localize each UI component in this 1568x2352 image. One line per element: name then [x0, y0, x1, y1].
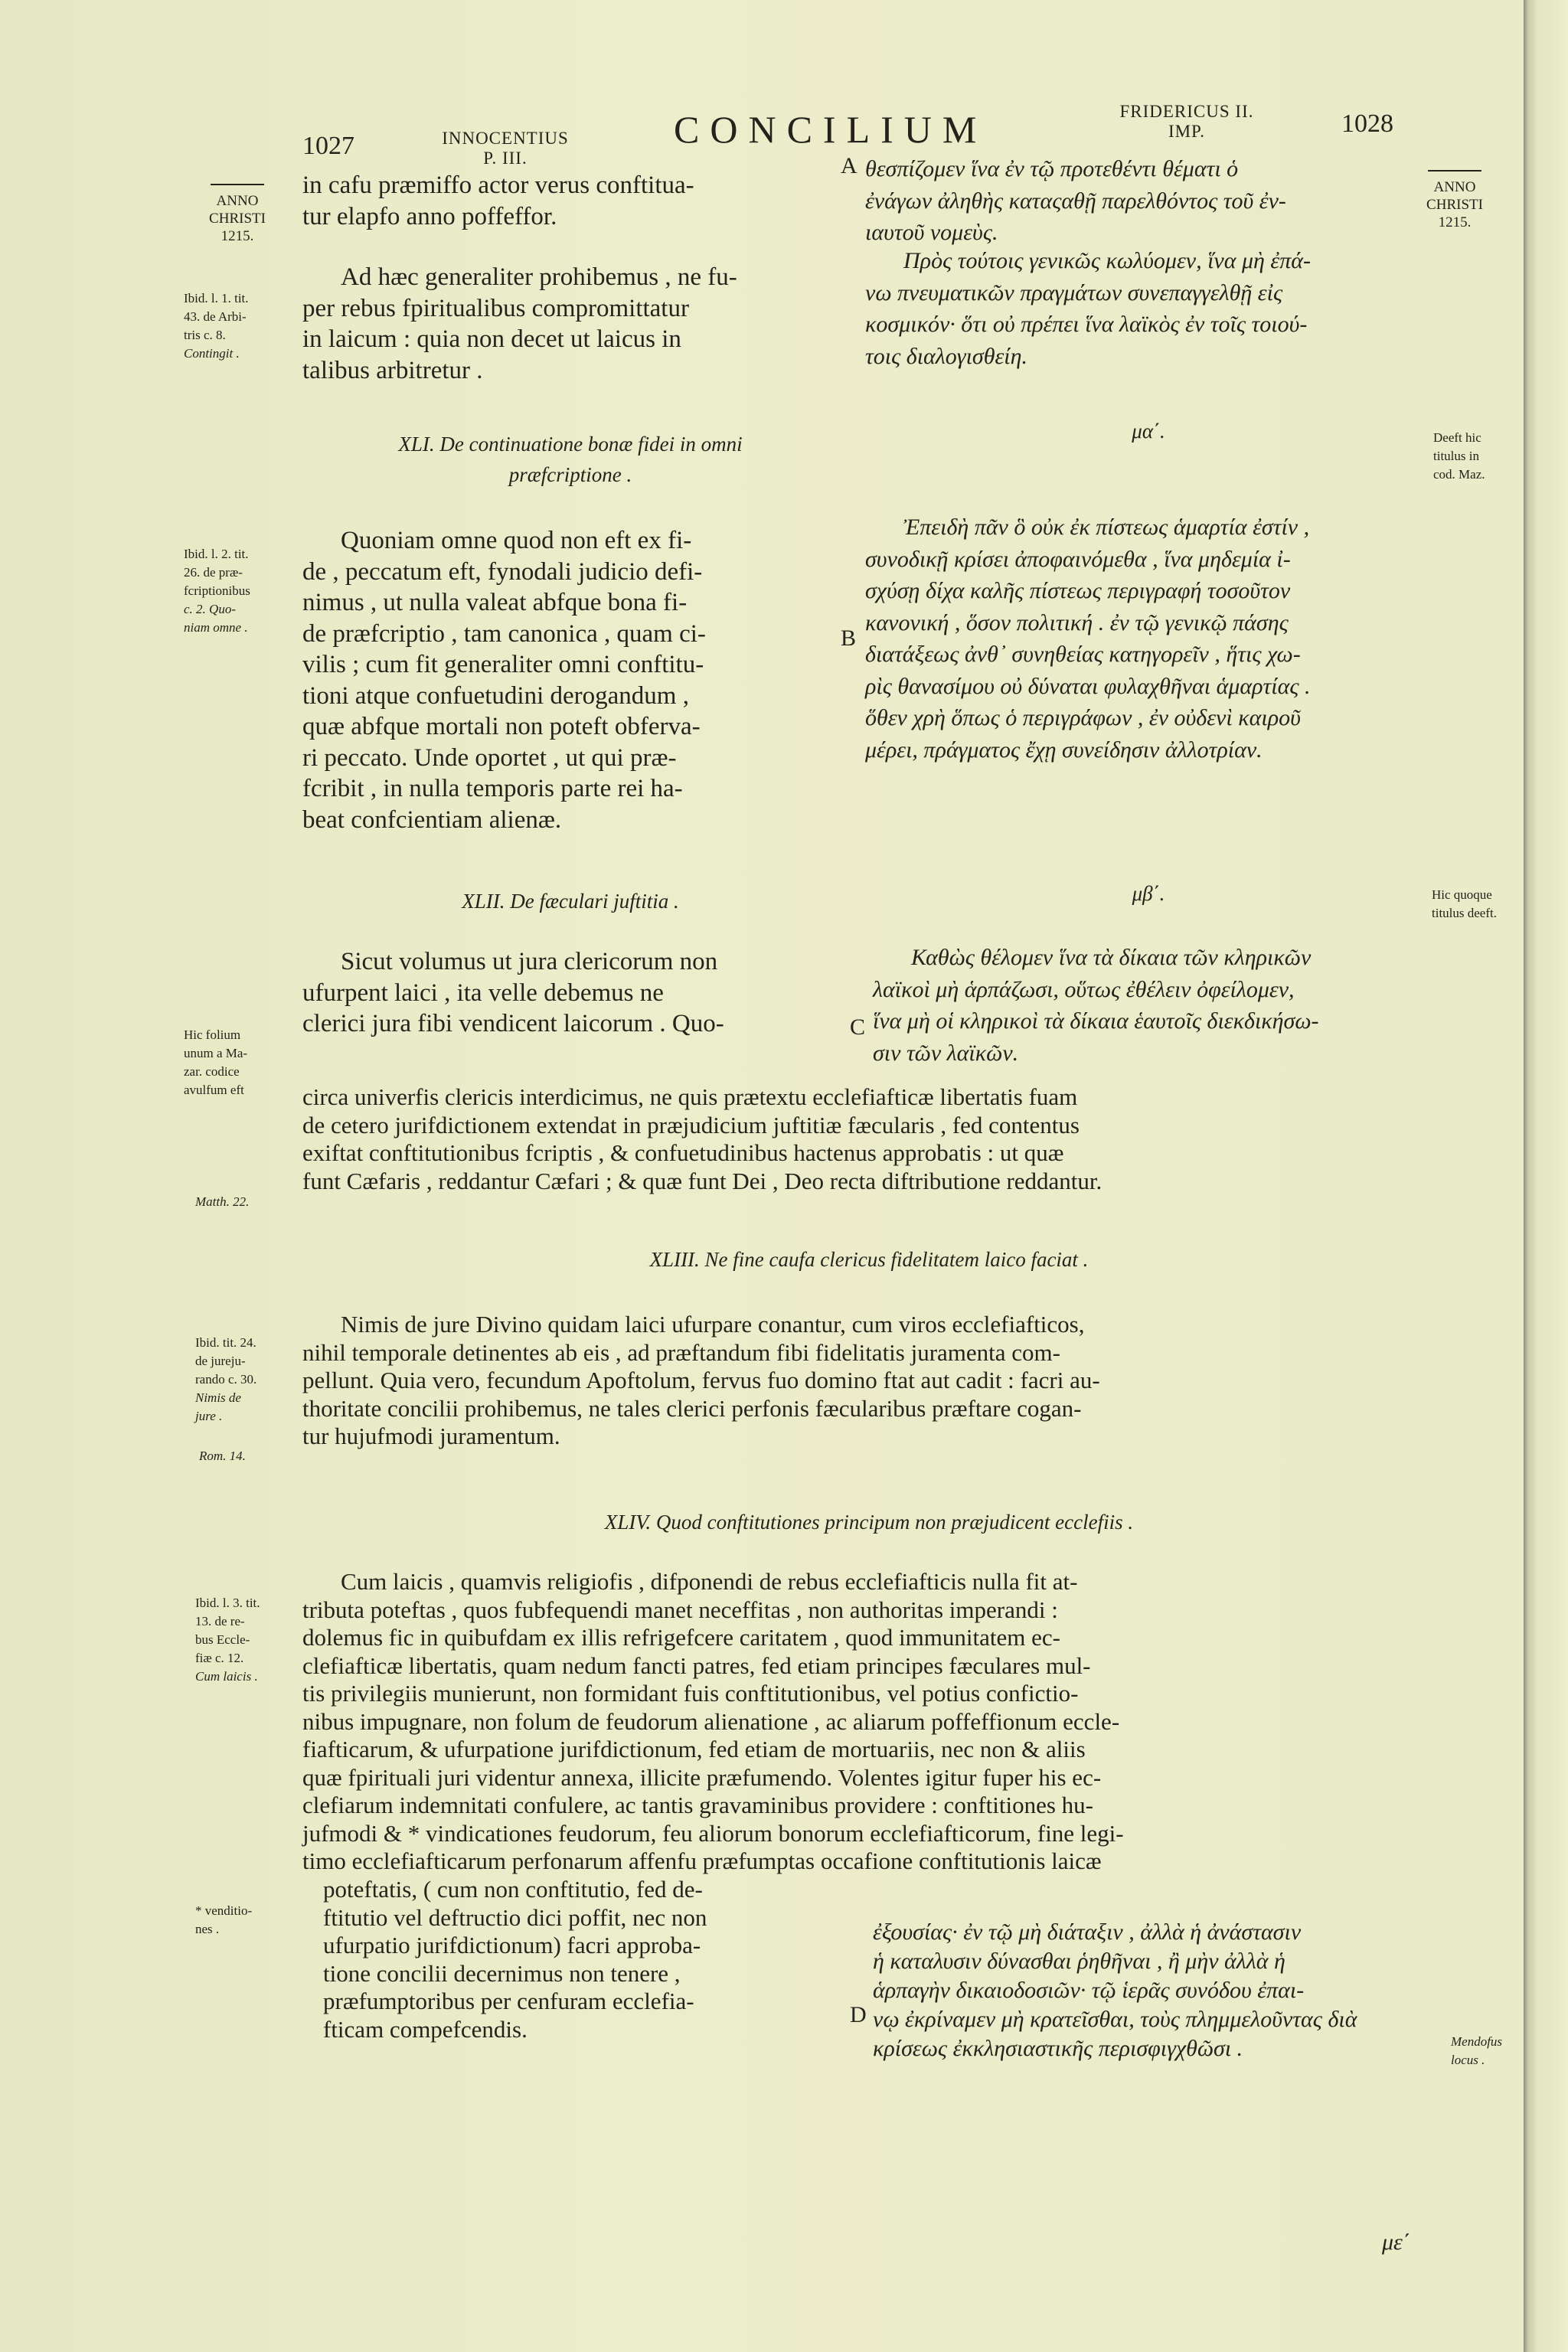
text-line: exiftat conftitutionibus fcriptis , & confuetudinibus hactenus approbatis : ut quæ	[302, 1139, 1064, 1166]
text-line: nibus impugnare, non folum de feudorum alienatione , ac aliarum poffeffionum eccle-	[302, 1707, 1120, 1735]
latin-paragraph	[302, 946, 848, 1040]
text-line: fcribit , in nulla temporis parte rei ha-	[302, 775, 683, 802]
text-line: nimus , ut nulla valeat abfque bona fi-	[302, 589, 688, 616]
column-letter: B	[841, 626, 857, 651]
anno-line: 1215.	[220, 228, 254, 244]
text-line: Cum laicis , quamvis religiofis , difponendi de rebus ecclefiafticis nulla fit at-	[341, 1568, 1078, 1595]
full-width-paragraph	[302, 1311, 1436, 1451]
note-line: Hic quoque	[1432, 887, 1492, 902]
text-line: Nimis de jure Divino quidam laici ufurpare conantur, cum viros ecclefiafticos,	[341, 1311, 1085, 1338]
note-line: Cum laicis .	[195, 1669, 258, 1684]
note-line: tris c. 8.	[184, 328, 226, 342]
note-line: 26. de præ-	[184, 565, 243, 580]
text-line: ἡ καταλυσιν δύνασθαι ῥηθῆναι , ἢ μὴν ἀλλὰ ἡ	[873, 1949, 1285, 1974]
note-line: niam omne .	[184, 620, 248, 635]
note-line: Mendofus	[1451, 2034, 1503, 2049]
text-line: Ad hæc generaliter prohibemus , ne fu-	[341, 263, 737, 291]
text-line: ρὶς θανασίμου οὐ δύναται φυλαχθῆναι ἁμαρτίας .	[865, 673, 1311, 699]
title-line: præfcriptione .	[508, 463, 632, 486]
note-line: Ibid. l. 1. tit.	[184, 291, 249, 305]
text-line: τοις διαλογισθείη.	[865, 343, 1027, 369]
greek-paragraph	[873, 942, 1432, 1069]
text-line: tributa poteftas , quos fubfequendi manet neceffitas , non authoritas imperandi :	[302, 1596, 1058, 1623]
text-line: funt Cæfaris , reddantur Cæfari ; & quæ funt Dei , Deo recta diftributione reddantur.	[302, 1167, 1102, 1194]
text-line: κανονική , ὅσον πολιτική . ἐν τῷ γενικῷ πάσης	[865, 609, 1289, 635]
text-line: σχύσῃ δίχα καλῆς πίστεως περιγραφή τοσοῦτον	[865, 578, 1291, 603]
note-line: nes .	[195, 1922, 220, 1936]
note-line: zar. codice	[184, 1064, 240, 1079]
column-letter: C	[850, 1014, 866, 1040]
section-title: XLIII. Ne fine caufa clericus fidelitatem laico faciat .	[649, 1248, 1089, 1271]
anno-christi-left	[184, 175, 291, 245]
text-line: circa univerfis clericis interdicimus, ne quis prætextu ecclefiafticæ libertatis fuam	[302, 1083, 1078, 1110]
running-head-line: P. III.	[483, 149, 528, 168]
note-line: avulfum eft	[184, 1083, 244, 1097]
text-line: thoritate concilii prohibemus, ne tales clerici perfonis fæcularibus præftare cogan-	[302, 1394, 1082, 1422]
text-line: in cafu præmiffo actor verus conftitua-	[302, 172, 694, 199]
text-line: per rebus fpiritualibus compromittatur	[302, 294, 689, 322]
text-line: de cetero jurifdictionem extendat in præjudicium juftitiæ fæcularis , fed contentus	[302, 1111, 1080, 1138]
greek-paragraph	[865, 245, 1432, 372]
column-letter: D	[850, 2002, 867, 2027]
text-line: fticam compefcendis.	[323, 2015, 528, 2043]
note-line: unum a Ma-	[184, 1046, 248, 1060]
text-line: κοσμικόν· ὅτι οὐ πρέπει ἵνα λαϊκὸς ἐν τοῖς τοιού-	[865, 312, 1308, 337]
text-line: ufurpatio jurifdictionum) facri approba-	[323, 1932, 701, 1958]
text-line: timo ecclefiafticarum perfonarum affenfu præfumptas occafione conftitutionis laicæ	[302, 1847, 1102, 1874]
text-line: ἁρπαγὴν δικαιοδοσιῶν· τῷ ἱερᾶς συνόδου ἐπαι-	[873, 1978, 1305, 2003]
margin-note	[1451, 2033, 1527, 2069]
column-letter: A	[841, 153, 858, 178]
text-line: tur hujufmodi juramentum.	[302, 1423, 560, 1449]
text-line: vilis ; cum fit generaliter omni conftitu-	[302, 651, 704, 678]
text-line: σιν τῶν λαϊκῶν.	[873, 1040, 1019, 1066]
note-line: titulus deeft.	[1432, 906, 1497, 920]
text-line: Πρὸς τούτοις γενικῶς κωλύομεν, ἵνα μὴ ἐπά-	[903, 248, 1312, 273]
text-line: quæ abfque mortali non poteft obferva-	[302, 713, 701, 740]
running-head-line: FRIDERICUS II.	[1119, 102, 1254, 121]
page-title: CONCILIUM	[674, 108, 988, 151]
running-head-line: INNOCENTIUS	[442, 129, 569, 148]
note-line: 13. de re-	[195, 1614, 245, 1628]
greek-paragraph	[873, 1918, 1439, 2063]
text-line: poteftatis, ( cum non conftitutio, fed de-	[323, 1876, 703, 1903]
text-line: dolemus fic in quibufdam ex illis refrigefcere caritatem , quod immunitatem ec-	[302, 1624, 1060, 1651]
text-line: in laicum : quia non decet ut laicus in	[302, 325, 681, 353]
greek-paragraph	[865, 511, 1432, 766]
note-line: titulus in	[1433, 449, 1479, 463]
text-line: ri peccato. Unde oportet , ut qui præ-	[302, 743, 677, 772]
text-line: ἐνάγων ἀληθὴς καταςαθῇ παρελθόντος τοῦ ἐν-	[865, 188, 1286, 214]
margin-note	[195, 1902, 302, 1939]
text-line: ἐξουσίας· ἐν τῷ μὴ διάταξιν , ἀλλὰ ἡ ἀνάστασιν	[873, 1919, 1302, 1945]
text-line: clerici jura fibi vendicent laicorum . Quo-	[302, 1010, 724, 1037]
note-line: Contingit .	[184, 346, 240, 361]
text-line: κρίσεως ἐκκλησιαστικῆς περισφιγχθῶσι .	[873, 2036, 1243, 2061]
text-line: νῳ ἐκρίναμεν μὴ κρατεῖσθαι, τοὺς πλημμελοῦντας διὰ	[873, 2007, 1357, 2032]
section-title: XLIV. Quod conftitutiones principum non præjudicent ecclefiis .	[604, 1511, 1134, 1534]
anno-line: ANNO	[1433, 179, 1476, 195]
note-line: Ibid. tit. 24.	[195, 1335, 256, 1350]
text-line: ufurpent laici , ita velle debemus ne	[302, 978, 664, 1007]
text-line: pellunt. Quia vero, fecundum Apoftolum, fervus fuo domino ftat aut cadit : facri au-	[302, 1367, 1100, 1393]
text-line: διατάξεως ἀνθ᾽ συνηθείας κατηγορεῖν , ἥτις χω-	[865, 642, 1301, 667]
margin-note	[195, 1334, 310, 1426]
margin-note	[195, 1594, 310, 1686]
margin-note	[1432, 886, 1527, 923]
text-line: tioni atque confuetudini derogandum ,	[302, 681, 689, 710]
text-line: ὅθεν χρὴ ὅπως ὁ περιγράφων , ἐν οὐδενὶ καιροῦ	[865, 705, 1301, 730]
section-title	[302, 429, 838, 490]
margin-note	[184, 1026, 299, 1099]
text-line: de , peccatum eft, fynodali judicio defi-	[302, 557, 703, 586]
right-running-head	[1095, 102, 1279, 142]
note-line: cod. Maz.	[1433, 467, 1485, 482]
anno-line: 1215.	[1438, 214, 1472, 230]
margin-note: Rom. 14.	[199, 1449, 246, 1463]
text-line: fiafticarum, & ufurpatione jurifdictionum, fed etiam de mortuariis, nec non & aliis	[302, 1736, 1086, 1762]
greek-section-number: μα΄.	[1132, 420, 1165, 443]
text-line: μέρει, πράγματος ἔχῃ συνείδησιν ἀλλοτρίαν.	[865, 737, 1263, 763]
text-line: clefiafticæ libertatis, quam nedum fancti patres, fed etiam principes fæculares mul-	[302, 1651, 1091, 1679]
adjacent-page-edge	[1524, 0, 1568, 2352]
text-line: tur elapfo anno poffeffor.	[302, 202, 557, 230]
margin-note: Matth. 22.	[195, 1194, 250, 1209]
rule-line	[211, 184, 264, 185]
note-line: locus .	[1451, 2053, 1485, 2067]
note-line: fiæ c. 12.	[195, 1651, 244, 1665]
text-line: Quoniam omne quod non eft ex fi-	[341, 527, 692, 554]
right-page-number: 1028	[1341, 109, 1393, 138]
text-line: θεσπίζομεν ἵνα ἐν τῷ προτεθέντι θέματι ὁ	[865, 156, 1239, 181]
text-line: præfumptoribus per cenfuram ecclefia-	[323, 1988, 694, 2014]
rule-line	[1428, 170, 1481, 172]
latin-text-block	[302, 170, 838, 232]
latin-paragraph	[302, 525, 838, 835]
text-line: tis privilegiis munierunt, non formidant fuis conftitutionibus, vel potius confictio-	[302, 1680, 1079, 1707]
section-title: XLII. De fæculari juftitia .	[462, 890, 679, 913]
greek-text-block	[865, 153, 1432, 249]
latin-paragraph	[302, 262, 838, 386]
note-line: Nimis de	[195, 1390, 241, 1405]
running-head-line: IMP.	[1168, 122, 1206, 141]
anno-line: ANNO	[216, 193, 259, 209]
text-line: tione concilii decernimus non tenere ,	[323, 1959, 681, 1987]
text-line: Ἐπειδὴ πᾶν ὃ οὐκ ἐκ πίστεως ἁμαρτία ἐστίν ,	[903, 514, 1310, 540]
note-line: 43. de Arbi-	[184, 309, 247, 324]
anno-line: CHRISTI	[1426, 197, 1483, 213]
note-line: Deeft hic	[1433, 430, 1481, 445]
note-line: Ibid. l. 2. tit.	[184, 547, 249, 561]
text-line: ftitutio vel deftructio dici poffit, nec non	[323, 1903, 707, 1931]
note-line: fcriptionibus	[184, 583, 250, 598]
catchword: με΄	[1382, 2230, 1410, 2255]
text-line: nihil temporale detinentes ab eis , ad præftandum fibi fidelitatis juramenta com-	[302, 1338, 1060, 1366]
text-line: talibus arbitretur .	[302, 356, 483, 384]
latin-paragraph	[323, 1876, 851, 2043]
text-line: νω πνευματικῶν πραγμάτων συνεπαγγελθῇ εἰς	[865, 279, 1283, 305]
title-line: XLI. De continuatione bonæ fidei in omni	[398, 433, 743, 456]
full-width-paragraph	[302, 1083, 1436, 1195]
text-line: συνοδικῇ κρίσει ἀποφαινόμεθα , ἵνα μηδεμία ἰ-	[865, 546, 1291, 572]
text-line: Sicut volumus ut jura clericorum non	[341, 948, 718, 975]
note-line: Hic folium	[184, 1027, 241, 1042]
anno-line: CHRISTI	[209, 211, 266, 227]
note-line: de jureju-	[195, 1354, 246, 1368]
note-line: rando c. 30.	[195, 1372, 257, 1387]
note-line: * venditio-	[195, 1903, 253, 1918]
text-line: de præfcriptio , tam canonica , quam ci-	[302, 619, 706, 648]
full-width-paragraph	[302, 1568, 1436, 1876]
text-line: beat confcientiam alienæ.	[302, 805, 562, 834]
text-line: ιαυτοῦ νομεὺς.	[865, 220, 998, 245]
text-line: clefiarum indemnitati confulere, ac tantis gravaminibus providere : conftitiones hu-	[302, 1792, 1093, 1818]
note-line: bus Eccle-	[195, 1632, 250, 1647]
left-running-head	[425, 129, 586, 168]
note-line: jure .	[195, 1409, 223, 1423]
left-page-number: 1027	[302, 132, 354, 160]
text-line: ἵνα μὴ οἱ κληρικοὶ τὰ δίκαια ἑαυτοῖς διεκδικήσω-	[873, 1008, 1319, 1034]
greek-section-number: μβ΄.	[1132, 882, 1165, 905]
text-line: quæ fpirituali juri videntur annexa, illicite præfumendo. Volentes igitur fuper his ec-	[302, 1763, 1102, 1791]
margin-note	[184, 545, 299, 637]
text-line: Καθὼς θέλομεν ἵνα τὰ δίκαια τῶν κληρικῶν	[911, 945, 1312, 970]
text-line: jufmodi & * vindicationes feudorum, feu aliorum bonorum ecclefiafticorum, fine legi-	[302, 1819, 1124, 1847]
note-line: c. 2. Quo-	[184, 602, 236, 616]
text-line: λαϊκοὶ μὴ ἁρπάζωσι, οὕτως ἐθέλειν ὀφείλομεν,	[873, 976, 1295, 1002]
note-line: Ibid. l. 3. tit.	[195, 1596, 260, 1610]
margin-note	[184, 289, 299, 363]
margin-note	[1433, 429, 1525, 484]
